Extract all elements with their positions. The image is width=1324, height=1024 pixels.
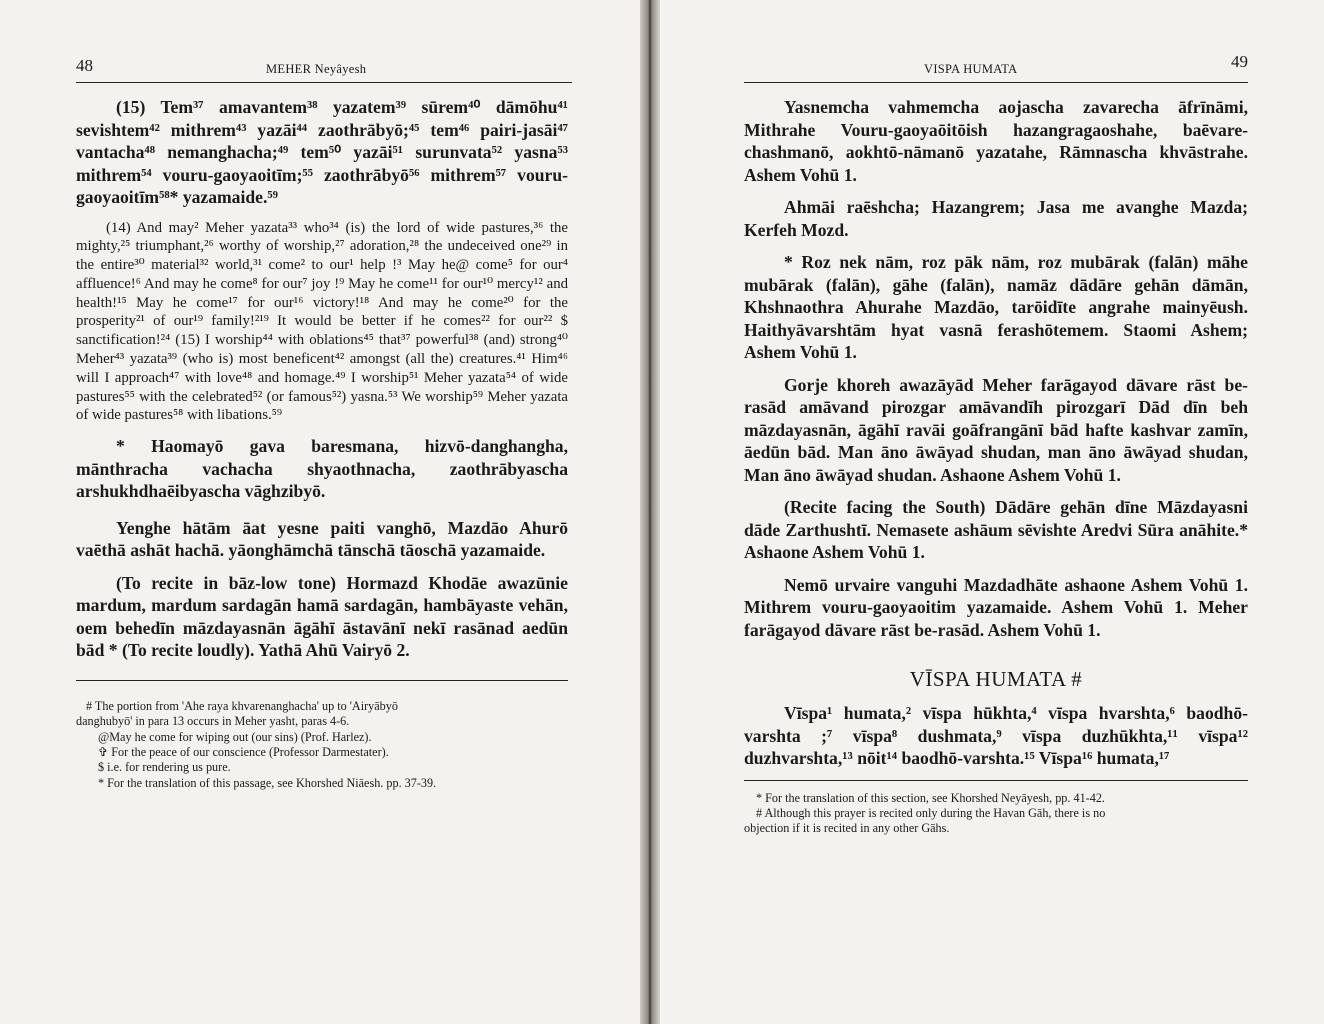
translation-paragraph: (14) And may² Meher yazata³³ who³⁴ (is) the lord of wide pastures,³⁶ the mighty,²⁵ triumphant,²⁶ worthy of worship,²⁷ adoration,²⁸ the undeceived one²⁹ in the entire³⁰ material³² world,³¹ come² to our¹ help !³ May he@ come⁵ for our⁴ affluence!⁶ And may he come⁸ for our⁷ joy !⁹ May he come¹¹ for our¹⁰ mercy¹² and health!¹⁵ May he come¹⁷ for our¹⁶ victory!¹⁸ And may he come²⁰ for the prosperity²¹ of our¹⁹ family!²¹⁹ It would be better if he comes²² for our²² $ sanctification!²⁴ (15) I worship⁴⁴ with oblations⁴⁵ that³⁷ powerful³⁸ (and) strong⁴⁰ Meher⁴³ yazata³⁹ (who is) most beneficent⁴² amongst (all the) creatures.⁴¹ Him⁴⁶ will I approach⁴⁷ with love⁴⁸ and homage.⁴⁹ I worship⁵¹ Meher yazata⁵⁴ of wide pastures⁵⁵ with the celebrated⁵² (or famous⁵²) yasna.⁵³ We worship⁵⁹ Meher yazata of wide pastures⁵⁸ with libations.⁵⁹ [76,219,568,424]
page-number: 48 [76,56,93,75]
footnote-line: * For the translation of this section, see Khorshed Neyāyesh, pp. 41-42. [756,790,1105,805]
footnote-line: objection if it is recited in any other Gāhs. [744,821,950,836]
section-title: VĪSPA HUMATA # [909,667,1083,691]
footnote-line: # The portion from 'Ahe raya khvarenanghacha' up to 'Airyābyō [86,698,398,713]
avesta-nemo: Nemō urvaire vanguhi Mazdadhāte ashaone Ashem Vohū 1. Mithrem vouru-gaoyaoitim yazamaide. Ashem Vohū 1. Meher farāgayod dāvare rāst be-rasād. Ashem Vohū 1. [744,574,1248,640]
book-gutter [640,0,660,1024]
avesta-recite-south: (Recite facing the South) Dādāre gehān dīne Māzdayasni dāde Zarthushtī. Nemasete ashāum sēvishte Aredvi Sūra anāhite.* Ashaone Ashem Vohū 1. [744,497,1248,562]
footnote-line: * For the translation of this passage, see Khorshed Niāesh. pp. 37-39. [98,775,437,790]
avesta-haomayo: * Haomayō gava baresmana, hizvō-danghangha, mānthracha vachacha shyaothnacha, zaothrābyascha arshukhdhaēibyascha vāghzibyō. [76,436,568,502]
right-page [660,0,1324,1024]
avesta-recite-baz: (To recite in bāz-low tone) Hormazd Khodāe awazūnie mardum, mardum sardagān hamā sardagān, hambāyaste vehān, oem behedīn māzdayasnān āgāhī āstavānī nekī rasānad aedūn bād * (To recite loudly). Yathā Ahū Vairyō 2. [76,572,568,661]
avesta-ahmai: Ahmāi raēshcha; Hazangrem; Jasa me avanghe Mazda; Kerfeh Mozd. [744,197,1248,240]
avesta-yasnemcha: Yasnemcha vahmemcha aojascha zavarecha āfrīnāmi, Mithrahe Vouru-gaoyaōitōish hazangragaoshahe, baēvare-chashmanō, aokhtō-nāmanō yazatahe, Rāmnascha khvāstrahe. Ashem Vohū 1. [744,97,1248,185]
page-header [76,58,572,83]
running-title: MEHER Neyâyesh [266,62,367,76]
footnote-line: @May he come for wiping out (our sins) (Prof. Harlez). [98,729,372,744]
page-header [744,52,1248,83]
footnotes [76,699,568,791]
page-content [744,96,1248,837]
page-content [76,96,568,791]
avesta-yenghe: Yenghe hātām āat yesne paiti vanghō, Mazdāo Ahurō vaēthā ashāt hachā. yāonghāmchā tānschā tāoschā yazamaide. [76,517,568,561]
footnote-line: ✞ For the peace of our conscience (Professor Darmestater). [98,744,389,759]
footnote-line: danghubyō' in para 13 occurs in Meher yasht, paras 4-6. [76,714,350,729]
page-number: 49 [1231,52,1248,71]
footnote-line: # Although this prayer is recited only during the Havan Gāh, there is no [756,805,1106,820]
avesta-vispa: Vīspa¹ humata,² vīspa hūkhta,⁴ vīspa hvarshta,⁶ baodhō-varshta ;⁷ vīspa⁸ dushmata,⁹ vīspa duzhūkhta,¹¹ vīspa¹² duzhvarshta,¹³ nōit¹⁴ baodhō-varshta.¹⁵ Vīspa¹⁶ humata,¹⁷ [744,703,1248,768]
footnote-rule [744,780,1248,781]
running-title: VISPA HUMATA [924,62,1018,76]
footnotes [744,791,1248,837]
left-page [0,0,640,1024]
footnote-line: $ i.e. for rendering us pure. [98,760,231,775]
avesta-paragraph-15: (15) Tem³⁷ amavantem³⁸ yazatem³⁹ sūrem⁴⁰ dāmōhu⁴¹ sevishtem⁴² mithrem⁴³ yazāi⁴⁴ zaothrābyō;⁴⁵ tem⁴⁶ pairi-jasāi⁴⁷ vantacha⁴⁸ nemanghacha;⁴⁹ tem⁵⁰ yazāi⁵¹ surunvata⁵² yasna⁵³ mithrem⁵⁴ vouru-gaoyaoitīm;⁵⁵ zaothrābyō⁵⁶ mithrem⁵⁷ vouru-gaoyaoitīm⁵⁸* yazamaide.⁵⁹ [76,97,568,207]
avesta-roz: * Roz nek nām, roz pāk nām, roz mubārak (falān) māhe mubārak (falān), gāhe (falān), namāz dādāre gehān dāmān, Khshnaothra Ahurahe Mazdāo, tarōidīte angrahe mainyēush. Haithyāvarshtām hyat vasnā ferashōtemem. Staomi Ashem; Ashem Vohū 1. [744,252,1248,362]
footnote-rule [76,680,568,681]
avesta-gorje: Gorje khoreh awazāyād Meher farāgayod dāvare rāst be-rasād amāvand pirozgar amāvandīh pirozgarī Dād dīn beh māzdayasnān, āgāhī ravāi goāfrangānī bād hafte kashvar zamīn, āedūn bād. Man āno āwāyad shudan, man āno āwāyad shudan, Man āno āwāyad shudan. Ashaone Ashem Vohū 1. [744,374,1248,485]
